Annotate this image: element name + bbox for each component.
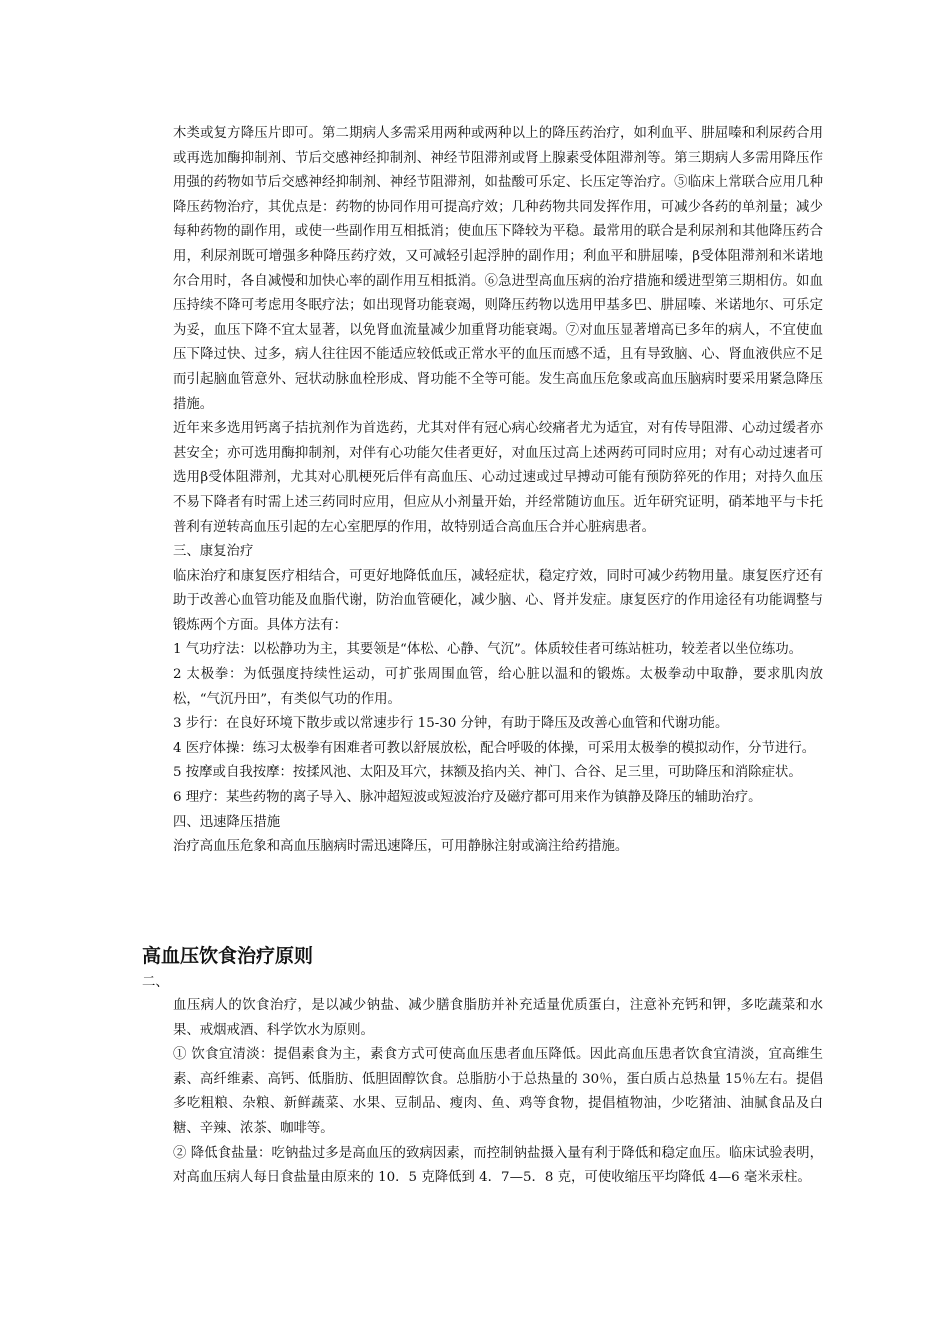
section-title-rapid: 四、迅速降压措施: [173, 814, 281, 830]
diet-text-block: [173, 994, 823, 1191]
heading-diet-principles: 高血压饮食治疗原则: [142, 945, 314, 967]
treatment-text-block: [173, 122, 823, 860]
paragraph-light-diet: ① 饮食宜清淡：提倡素食为主，素食方式可使高血压患者血压降低。因此高血压患者饮食宜清淡，宜高维生素、高纤维素、高钙、低脂肪、低胆固醇饮食。总脂肪小于总热量的 30％，蛋白质占总热量 15％左右。提倡多吃粗粮、杂粮、新鲜蔬菜、水果、豆制品、瘦肉、鱼、鸡等食物，提倡植物油，少吃猪油、油腻食品及白糖、辛辣、浓茶、咖啡等。: [173, 1047, 823, 1136]
section-title-rehab: 三、康复治疗: [173, 544, 254, 560]
paragraph-rehab-intro: 临床治疗和康复医疗相结合，可更好地降低血压，减轻症状，稳定疗效，同时可减少药物用量。康复医疗还有助于改善心血管功能及血脂代谢，防治血管硬化，减少脑、心、肾并发症。康复医疗的作用途径有功能调整与锻炼两个方面。具体方法有：: [173, 568, 823, 633]
paragraph-drug-therapy: 木类或复方降压片即可。第二期病人多需采用两种或两种以上的降压药治疗，如利血平、肼屈嗪和利尿药合用或再选加酶抑制剂、节后交感神经抑制剂、神经节阻滞剂或肾上腺素受体阻滞剂等。第三期病人多需用降压作用强的药物如节后交感神经抑制剂、神经节阻滞剂，如盐酸可乐定、长压定等治疗。⑤临床上常联合应用几种降压药物治疗，其优点是：药物的协同作用可提高疗效；几种药物共同发挥作用，可减少各药的单剂量；减少每种药物的副作用，或使一些副作用互相抵消；使血压下降较为平稳。最常用的联合是利尿剂和其他降压药合用，利尿剂既可增强多种降压药疗效，又可减轻引起浮肿的副作用；利血平和肼屈嗪，β受体阻滞剂和米诺地尔合用时，各自减慢和加快心率的副作用互相抵消。⑥急进型高血压病的治疗措施和缓进型第三期相仿。如血压持续不降可考虑用冬眠疗法；如出现肾功能衰竭，则降压药物以选用甲基多巴、肼屈嗪、米诺地尔、可乐定为妥，血压下降不宜太显著，以免肾血流量减少加重肾功能衰竭。⑦对血压显著增高已多年的病人，不宜使血压下降过快、过多，病人往往因不能适应较低或正常水平的血压而感不适，且有导致脑、心、肾血液供应不足而引起脑血管意外、冠状动脉血栓形成、肾功能不全等可能。发生高血压危象或高血压脑病时要采用紧急降压措施。: [173, 126, 823, 412]
paragraph-drug-selection: 近年来多选用钙离子拮抗剂作为首选药，尤其对伴有冠心病心绞痛者尤为适宜，对有传导阻滞、心动过缓者亦甚安全；亦可选用酶抑制剂，对伴有心功能欠佳者更好，对血压过高上述两药可同时应用；对有心动过速者可选用β受体阻滞剂，尤其对心肌梗死后伴有高血压、心动过速或过早搏动可能有预防猝死的作用；对持久血压不易下降者有时需上述三药同时应用，但应从小剂量开始，并经常随访血压。近年研究证明，硝苯地平与卡托普利有逆转高血压引起的左心室肥厚的作用，故特别适合高血压合并心脏病患者。: [173, 421, 823, 535]
list-item-taiji: 2 太极拳：为低强度持续性运动，可扩张周围血管，给心脏以温和的锻炼。太极拳动中取静，要求肌肉放松，“气沉丹田”，有类似气功的作用。: [173, 667, 823, 707]
list-item-gymnastics: 4 医疗体操：练习太极拳有困难者可教以舒展放松，配合呼吸的体操，可采用太极拳的模拟动作，分节进行。: [173, 740, 816, 756]
paragraph-reduce-salt: ② 降低食盐量：吃钠盐过多是高血压的致病因素，而控制钠盐摄入量有利于降低和稳定血压。临床试验表明，对高血压病人每日食盐量由原来的 10．5 克降低到 4．7—5．8 克，可使收缩压平均降低 4—6 毫米汞柱。: [173, 1145, 823, 1186]
list-item-walking: 3 步行：在良好环境下散步或以常速步行 15-30 分钟，有助于降压及改善心血管和代谢功能。: [173, 716, 729, 732]
paragraph-rapid-measures: 治疗高血压危象和高血压脑病时需迅速降压，可用静脉注射或滴注给药措施。: [173, 839, 629, 855]
paragraph-diet-intro: 血压病人的饮食治疗，是以减少钠盐、减少膳食脂肪并补充适量优质蛋白，注意补充钙和钾，多吃蔬菜和水果、戒烟戒酒、科学饮水为原则。: [173, 998, 823, 1038]
list-item-massage: 5 按摩或自我按摩：按揉风池、太阳及耳穴，抹额及掐内关、神门、合谷、足三里，可助降压和消除症状。: [173, 765, 802, 781]
list-item-qigong: 1 气功疗法：以松静功为主，其要领是“体松、心静、气沉”。体质较佳者可练站桩功，较差者以坐位练功。: [173, 642, 803, 658]
list-item-physiotherapy: 6 理疗：某些药物的离子导入、脉冲超短波或短波治疗及磁疗都可用来作为镇静及降压的辅助治疗。: [173, 790, 762, 806]
section-number: 二、: [142, 975, 169, 990]
